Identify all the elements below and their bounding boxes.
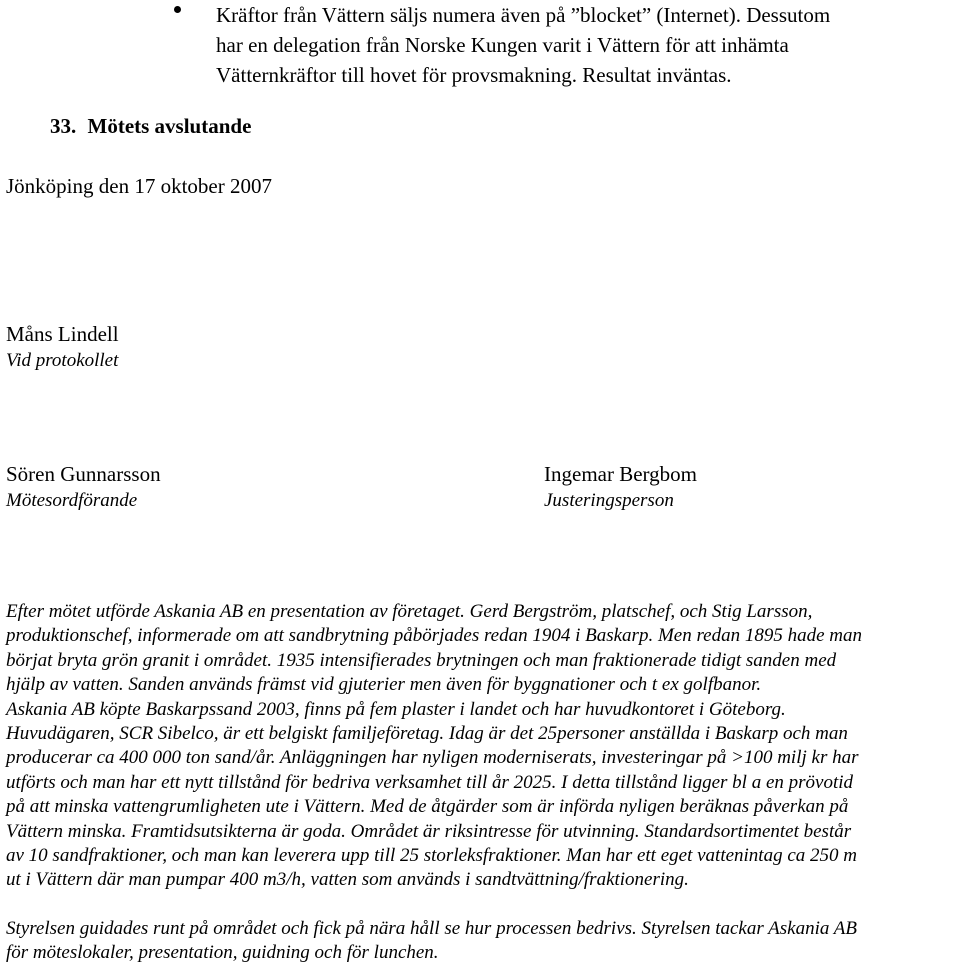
paragraph-line: producerar ca 400 000 ton sand/år. Anläggningen har nyligen moderniserats, investeringar på >100 milj kr har xyxy=(6,747,859,769)
paragraph-line: på att minska vattengrumligheten ute i Vättern. Med de åtgärder som är införda nyligen beräknas påverkan på xyxy=(6,796,849,818)
paragraph-line: Vättern minska. Framtidsutsikterna är goda. Området är riksintresse för utvinning. Standardsortimentet består xyxy=(6,820,852,842)
bullet-line: Kräftor från Vättern säljs numera även på ”blocket” (Internet). Dessutom xyxy=(216,3,831,27)
paragraph-line: av 10 sandfraktioner, och man kan leverera upp till 25 storleksfraktioner. Man har ett eget vattenintag ca 250 m xyxy=(6,845,857,867)
paragraph-line: ut i Vättern där man pumpar 400 m3/h, vatten som används i sandtvättning/fraktionering. xyxy=(6,869,689,891)
section-number: 33. xyxy=(50,114,77,138)
section-heading xyxy=(50,114,251,139)
paragraph-line: hjälp av vatten. Sanden används främst vid gjuterier men även för byggnationer och t ex golfbanor. xyxy=(6,674,762,696)
chair-name: Sören Gunnarsson xyxy=(6,462,161,486)
secretary-role: Vid protokollet xyxy=(6,350,119,371)
chair-role: Mötesordförande xyxy=(6,490,138,511)
paragraph-line: Efter mötet utförde Askania AB en presentation av företaget. Gerd Bergström, platschef, och Stig Larsson, xyxy=(6,601,813,622)
paragraph-line: produktionschef, informerade om att sandbrytning påbörjades redan 1904 i Baskarp. Men redan 1895 hade man xyxy=(6,625,862,647)
bullet-line: har en delegation från Norske Kungen varit i Vättern för att inhämta xyxy=(216,33,789,57)
adjuster-role: Justeringsperson xyxy=(544,490,674,511)
bullet-line: Vätternkräftor till hovet för provsmakning. Resultat inväntas. xyxy=(216,63,732,87)
presentation-paragraph xyxy=(6,600,862,893)
paragraph-line: Askania AB köpte Baskarpssand 2003, finns på fem plaster i landet och har huvudkontoret i Göteborg. xyxy=(6,698,786,720)
paragraph-line: för möteslokaler, presentation, guidning och för lunchen. xyxy=(6,942,439,964)
paragraph-line: Huvudägaren, SCR Sibelco, är ett belgiskt familjeföretag. Idag är det 25personer anställda i Baskarp och man xyxy=(6,723,848,745)
thanks-paragraph xyxy=(6,917,857,966)
paragraph-line: börjat bryta grön granit i området. 1935 intensifierades brytningen och man fraktionerade tidigt sanden med xyxy=(6,649,837,671)
bullet-icon xyxy=(174,6,181,13)
date-line: Jönköping den 17 oktober 2007 xyxy=(6,174,272,198)
secretary-name: Måns Lindell xyxy=(6,322,119,346)
paragraph-line: Styrelsen guidades runt på området och fick på nära håll se hur processen bedrivs. Styrelsen tackar Askania AB xyxy=(6,918,858,939)
adjuster-name: Ingemar Bergbom xyxy=(544,462,697,486)
section-title: Mötets avslutande xyxy=(87,114,252,138)
paragraph-line: utförts och man har ett nytt tillstånd för bedriva verksamhet till år 2025. I detta tillstånd ligger bl a en prövotid xyxy=(6,771,854,793)
